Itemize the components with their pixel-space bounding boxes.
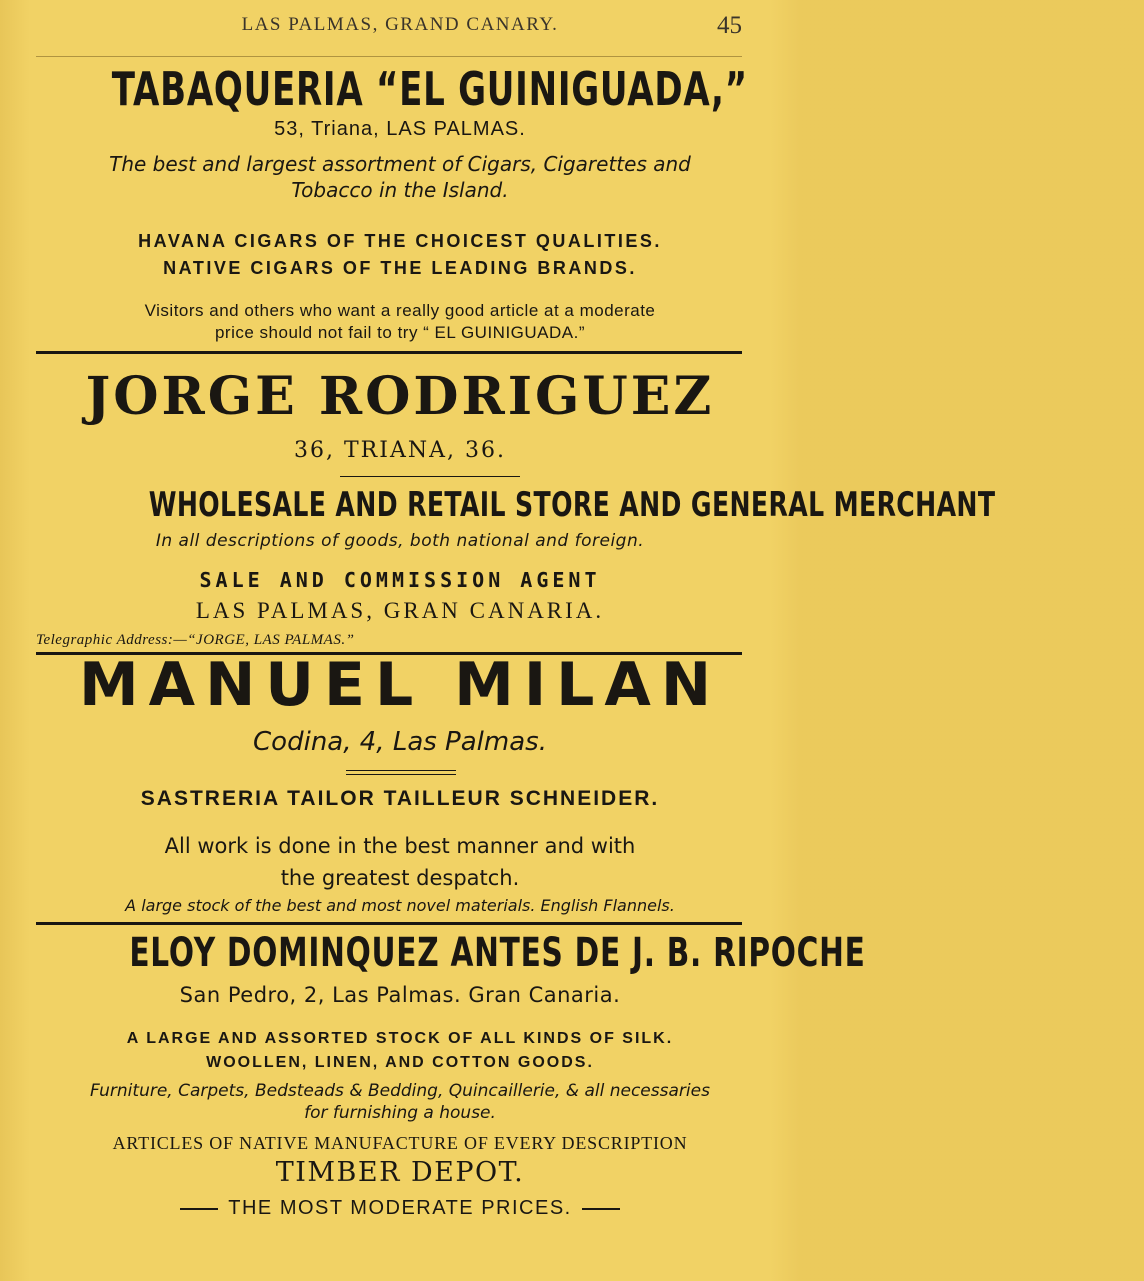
ad-headline: WHOLESALE AND RETAIL STORE AND GENERAL MERCHANT — [148, 485, 996, 525]
italic-line: Furniture, Carpets, Bedsteads & Bedding, Quincaillerie, & all necessaries — [90, 1081, 710, 1101]
header-divider — [36, 56, 742, 57]
body-line: Visitors and others who want a really good article at a moderate — [144, 301, 656, 320]
caps-line: A LARGE AND ASSORTED STOCK OF ALL KINDS OF SILK. — [126, 1030, 674, 1047]
agent-line: SALE AND COMMISSION AGENT — [199, 568, 601, 592]
short-divider — [346, 774, 456, 775]
caps-line: HAVANA CIGARS OF THE CHOICEST QUALITIES. — [138, 231, 662, 251]
ad-italic — [0, 1080, 800, 1124]
body-line: All work is done in the best manner and with — [164, 834, 636, 858]
ad-italic-line: A large stock of the best and most novel materials. English Flannels. — [125, 896, 675, 915]
tagline-line: Tobacco in the Island. — [291, 178, 509, 202]
ad-body — [0, 830, 800, 894]
ad-body — [0, 300, 800, 344]
short-divider — [346, 770, 456, 771]
articles-line: ARTICLES OF NATIVE MANUFACTURE OF EVERY DESCRIPTION — [112, 1133, 688, 1153]
prices-line: THE MOST MODERATE PRICES. — [228, 1197, 572, 1219]
ad-title: TABAQUERIA “EL GUINIGUADA,” — [111, 62, 748, 116]
ad-address: 53, Triana, LAS PALMAS. — [274, 118, 526, 140]
ad-title: ELOY DOMINQUEZ ANTES DE J. B. RIPOCHE — [129, 930, 866, 976]
body-line: price should not fail to try “ EL GUINIGUADA.” — [214, 323, 586, 342]
italic-line: for furnishing a house. — [304, 1103, 496, 1123]
prices-row — [0, 1197, 800, 1220]
ad-address: Codina, 4, Las Palmas. — [253, 727, 547, 757]
section-divider — [36, 351, 742, 354]
ad-caps — [0, 1027, 800, 1075]
caps-line: WOOLLEN, LINEN, AND COTTON GOODS. — [206, 1054, 594, 1071]
trades-line: SASTRERIA TAILOR TAILLEUR SCHNEIDER. — [140, 787, 660, 810]
ad-address: San Pedro, 2, Las Palmas. Gran Canaria. — [179, 983, 621, 1007]
dash-rule — [582, 1208, 620, 1210]
tagline-line: The best and largest assortment of Cigars, Cigarettes and — [109, 152, 691, 176]
ad-title: MANUEL MILAN — [78, 650, 722, 720]
running-header: LAS PALMAS, GRAND CANARY. — [241, 14, 559, 35]
page-number: 45 — [717, 12, 742, 39]
ad-address: 36, TRIANA, 36. — [294, 438, 506, 463]
telegraphic-address: Telegraphic Address:—“JORGE, LAS PALMAS.” — [36, 632, 355, 648]
ad-title: JORGE RODRIGUEZ — [85, 366, 715, 427]
dash-rule — [180, 1208, 218, 1210]
body-line: the greatest despatch. — [280, 866, 520, 890]
ad-tagline — [0, 151, 800, 203]
section-divider — [36, 922, 742, 925]
caps-line: NATIVE CIGARS OF THE LEADING BRANDS. — [163, 258, 637, 278]
city-line: LAS PALMAS, GRAN CANARIA. — [195, 598, 605, 623]
ad-italic-line: In all descriptions of goods, both national and foreign. — [155, 531, 645, 551]
timber-line: TIMBER DEPOT. — [275, 1157, 525, 1188]
short-divider — [340, 476, 520, 477]
